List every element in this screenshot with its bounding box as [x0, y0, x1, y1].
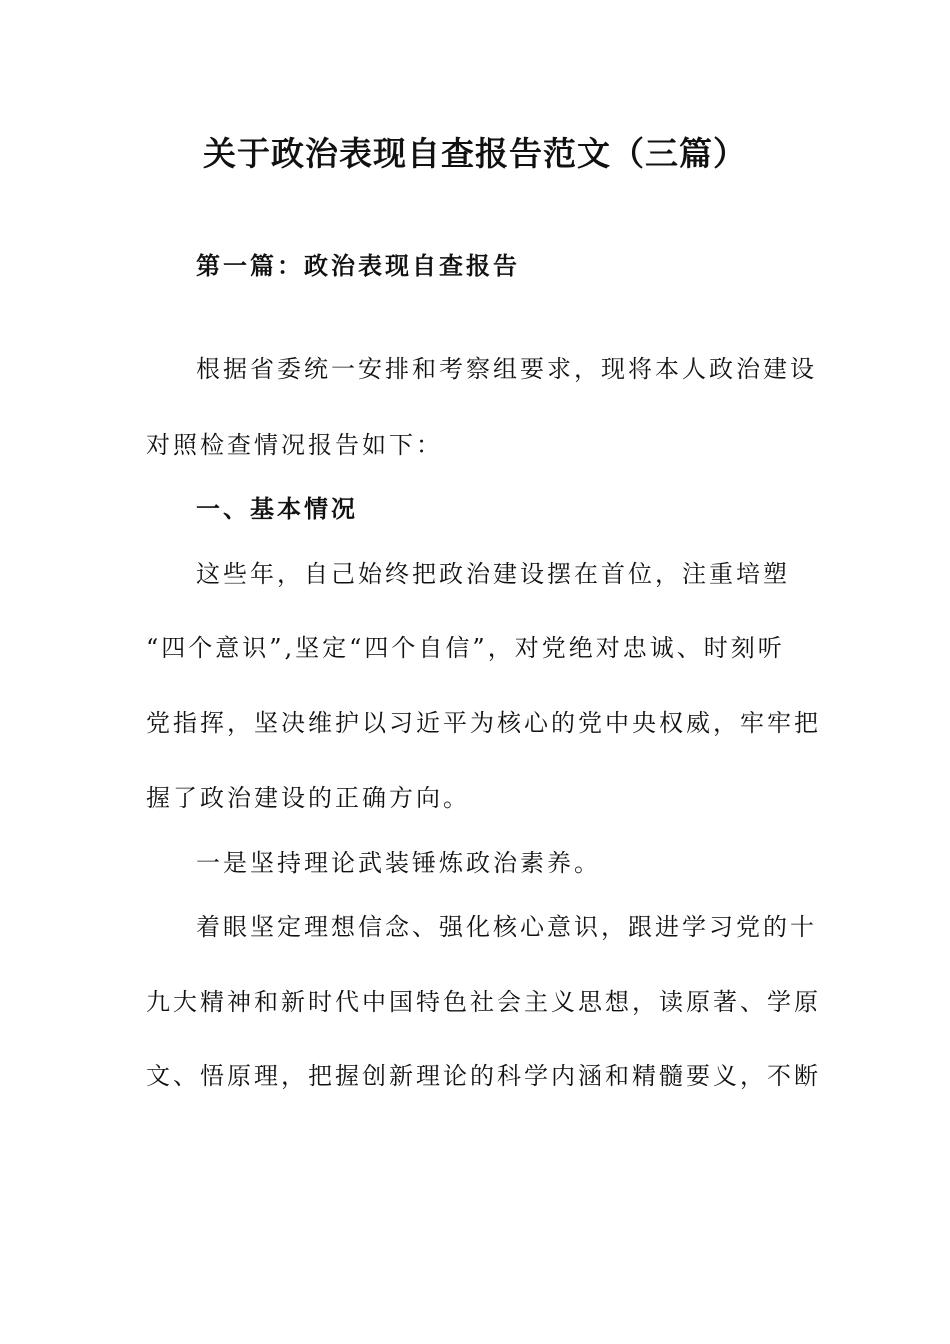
para1-line-3: 党指挥，坚决维护以习近平为核心的党中央权威，牢牢把 — [146, 709, 821, 737]
para2-line-1: 着眼坚定理想信念、强化核心意识，跟进学习党的十 — [196, 913, 817, 941]
para2-line-3: 文、悟原理，把握创新理论的科学内涵和精髓要义，不断 — [146, 1062, 821, 1090]
document-title: 关于政治表现自查报告范文（三篇） — [203, 134, 747, 173]
para1-line-2: “四个意识”,坚定“四个自信”，对党绝对忠诚、时刻听 — [146, 634, 785, 662]
subheading-basic-situation: 一、基本情况 — [196, 495, 358, 523]
intro-line-1: 根据省委统一安排和考察组要求，现将本人政治建设 — [196, 355, 817, 383]
para2-line-2: 九大精神和新时代中国特色社会主义思想，读原著、学原 — [146, 988, 821, 1016]
point-1: 一是坚持理论武装锤炼政治素养。 — [196, 849, 601, 877]
para1-line-1: 这些年，自己始终把政治建设摆在首位，注重培塑 — [196, 560, 790, 588]
intro-line-2: 对照检查情况报告如下： — [146, 431, 443, 459]
section-heading: 第一篇：政治表现自查报告 — [196, 252, 520, 280]
para1-line-4: 握了政治建设的正确方向。 — [146, 784, 470, 812]
